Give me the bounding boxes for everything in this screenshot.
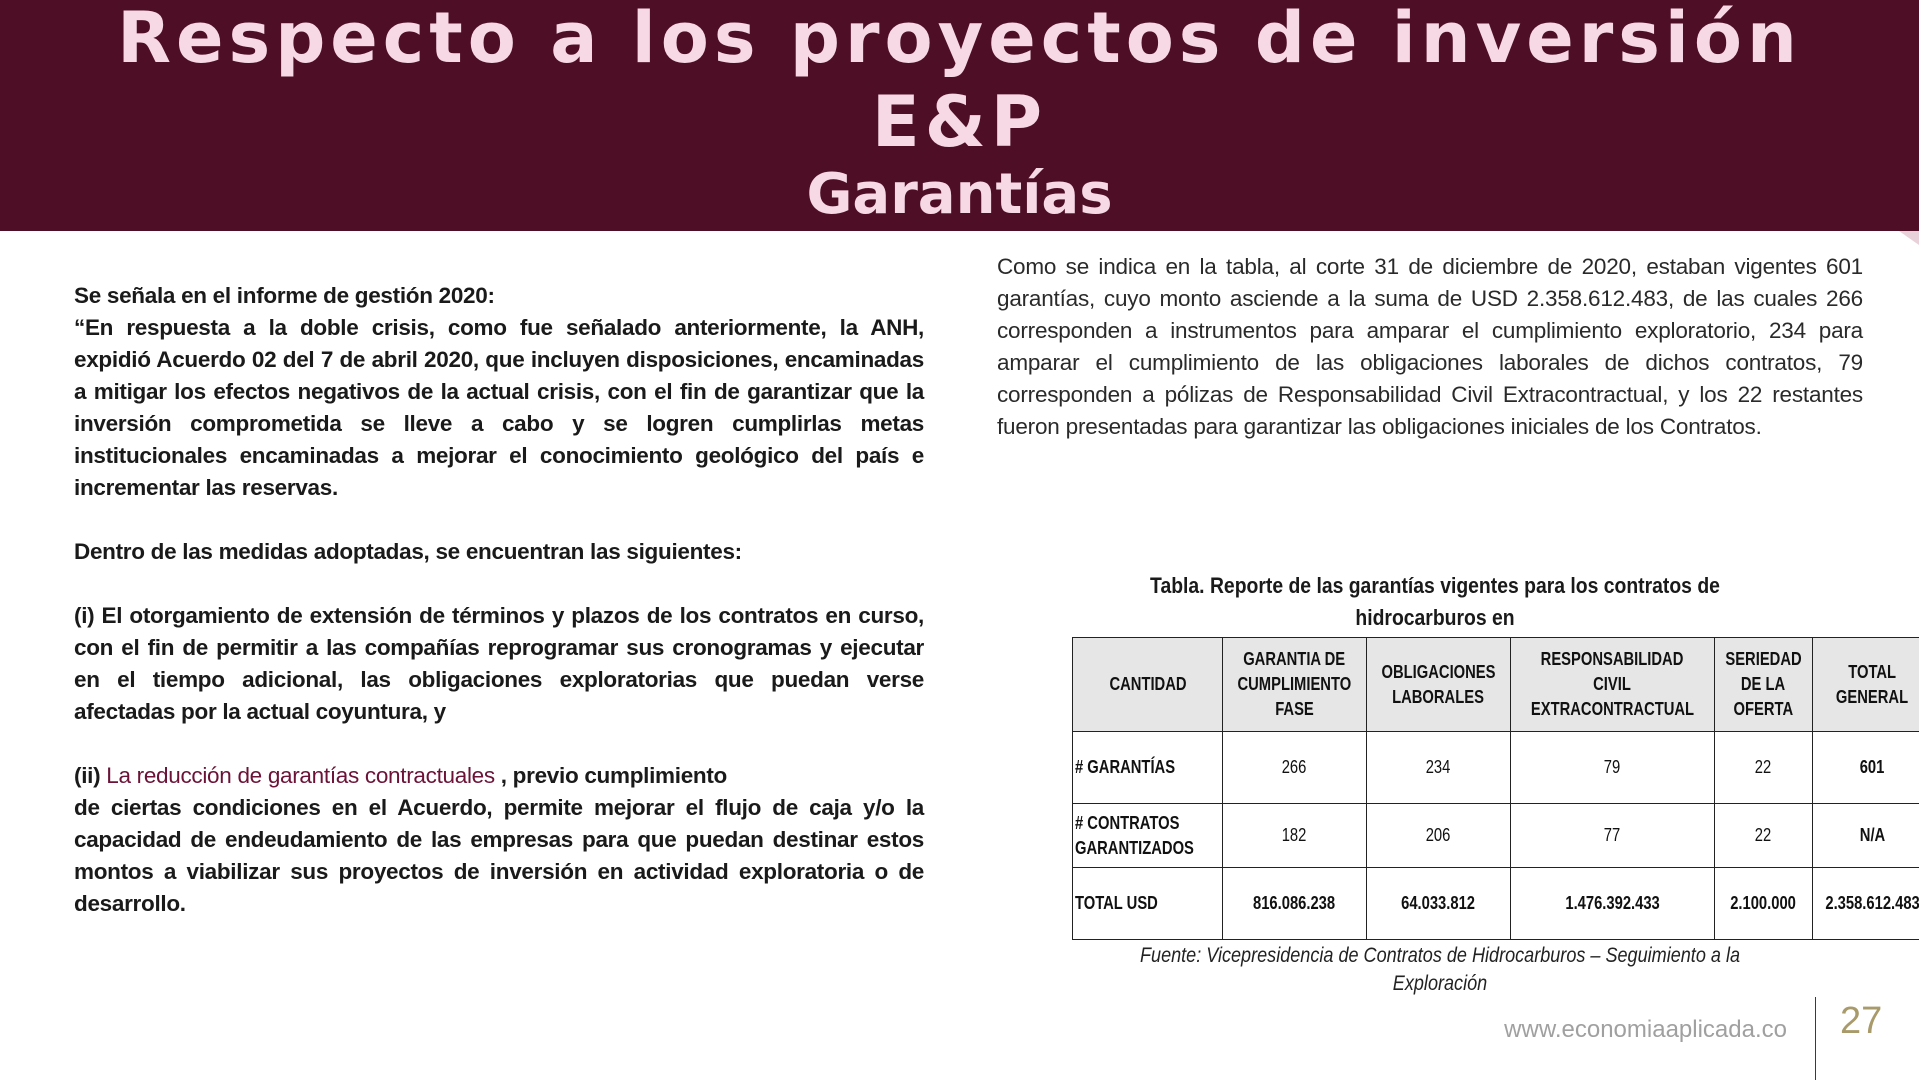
measure-item-2-line-1 xyxy=(74,760,924,792)
header-obligaciones-laborales: OBLIGACIONES LABORALES xyxy=(1366,638,1510,732)
quote-paragraph: “En respuesta a la doble crisis, como fue señalado anteriormente, la ANH, expidió Acuerdo 02 del 7 de abril 2020, que incluyen disposiciones, encaminadas a mitigar los efectos negativos de la actual crisis, con el fin de garantizar que la inversión comprometida se lleve a cabo y se logren cumplirlas metas institucionales encaminadas a mejorar el conocimiento geológico del país e incrementar las reservas. xyxy=(74,315,924,500)
row-label: # GARANTÍAS xyxy=(1073,732,1223,804)
right-paragraph: Como se indica en la tabla, al corte 31 de diciembre de 2020, estaban vigentes 601 garantías, cuyo monto asciende a la suma de USD 2.358.612.483, de las cuales 266 corresponden a instrumentos para amparar el cumplimiento exploratorio, 234 para amparar el cumplimiento de las obligaciones laborales de dichos contratos, 79 corresponden a pólizas de Responsabilidad Civil Extracontractual, y los 22 restantes fueron presentadas para garantizar las obligaciones iniciales de los Contratos. xyxy=(997,254,1863,439)
table-row xyxy=(1073,804,1919,868)
measure-item-1: (i) El otorgamiento de extensión de términos y plazos de los contratos en curso, con el fin de permitir a las compañías reprogramar sus cronogramas y ejecutar en el tiempo adicional, las obligaciones exploratorias que puedan verse afectadas por la actual coyuntura, y xyxy=(74,603,924,724)
left-text-column xyxy=(74,280,924,920)
footer-url: www.economiaaplicada.co xyxy=(1504,1016,1787,1043)
item-2-highlight: La reducción de garantías contractuales xyxy=(106,763,495,788)
measure-item-2-rest: de ciertas condiciones en el Acuerdo, permite mejorar el flujo de caja y/o la capacidad de endeudamiento de las empresas para que puedan destinar estos montos a viabilizar sus proyectos de inversión en actividad exploratoria o de desarrollo. xyxy=(74,795,924,916)
table-row xyxy=(1073,868,1919,940)
page-title xyxy=(0,0,1919,164)
header-responsabilidad-civil: RESPONSABILIDAD CIVIL EXTRACONTRACTUAL xyxy=(1510,638,1714,732)
header-total-general: TOTAL GENERAL xyxy=(1812,638,1919,732)
table-cell: 2.100.000 xyxy=(1714,868,1812,940)
table-cell: 266 xyxy=(1223,732,1367,804)
table-cell-total: 2.358.612.483 xyxy=(1812,868,1919,940)
header-seriedad-oferta: SERIEDAD DE LA OFERTA xyxy=(1714,638,1812,732)
title-line-1: Respecto a los proyectos de inversión xyxy=(117,0,1802,79)
title-line-2: E&P xyxy=(871,81,1048,163)
header-garantia-cumplimiento: GARANTIA DE CUMPLIMIENTO FASE xyxy=(1223,638,1367,732)
measures-heading: Dentro de las medidas adoptadas, se encuentran las siguientes: xyxy=(74,539,742,564)
table-header-row xyxy=(1073,638,1919,732)
table-source: Fuente: Vicepresidencia de Contratos de Hidrocarburos – Seguimiento a la Exploración xyxy=(1139,944,1741,995)
corner-decoration xyxy=(1899,231,1919,245)
table-cell: 206 xyxy=(1366,804,1510,868)
row-label: # CONTRATOS GARANTIZADOS xyxy=(1073,804,1223,868)
table-cell: 22 xyxy=(1714,804,1812,868)
table-row xyxy=(1073,732,1919,804)
table-cell: 79 xyxy=(1510,732,1714,804)
header-banner xyxy=(0,0,1919,231)
page-number: 27 xyxy=(1840,1000,1883,1042)
row-label: TOTAL USD xyxy=(1073,868,1223,940)
table-cell-total: N/A xyxy=(1812,804,1919,868)
guarantees-table xyxy=(1072,637,1919,940)
table-cell: 22 xyxy=(1714,732,1812,804)
table-cell: 77 xyxy=(1510,804,1714,868)
item-2-prefix: (ii) xyxy=(74,763,107,788)
table-cell: 234 xyxy=(1366,732,1510,804)
table-caption-line-1: Tabla. Reporte de las garantías vigentes para los contratos de hidrocarburos en xyxy=(1150,573,1720,630)
header-cantidad: CANTIDAD xyxy=(1073,638,1223,732)
footer-divider xyxy=(1815,997,1816,1080)
table-cell-total: 601 xyxy=(1812,732,1919,804)
table-cell: 1.476.392.433 xyxy=(1510,868,1714,940)
table-cell: 64.033.812 xyxy=(1366,868,1510,940)
table-cell: 816.086.238 xyxy=(1223,868,1367,940)
page-subtitle: Garantías xyxy=(806,162,1113,227)
intro-text: Se señala en el informe de gestión 2020: xyxy=(74,283,495,308)
item-2-line1-rest: , previo cumplimiento xyxy=(494,763,728,788)
table-cell: 182 xyxy=(1223,804,1367,868)
